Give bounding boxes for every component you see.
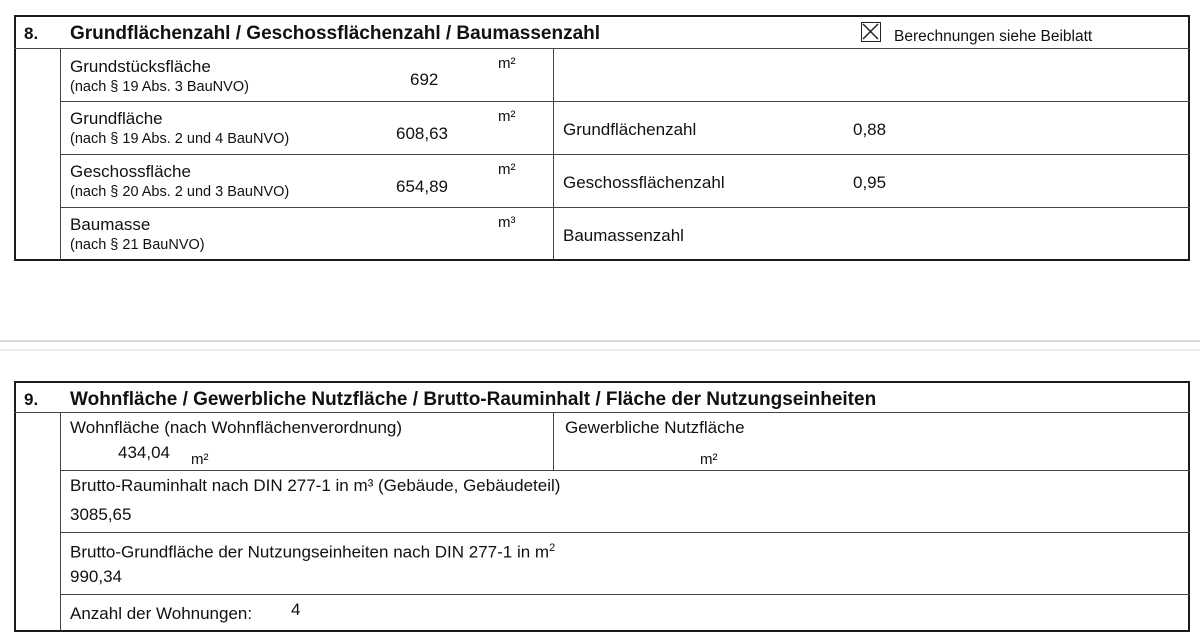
geschossflaeche-value: 654,89: [396, 177, 448, 196]
checkbox-x-icon: [862, 23, 879, 40]
wohnflaeche-unit: m²: [191, 451, 209, 468]
brutto-rauminhalt-label: Brutto-Rauminhalt nach DIN 277-1 in m³ (Gebäude, Gebäudeteil): [70, 476, 561, 495]
geschossflaeche-unit: m²: [498, 161, 516, 178]
grundstuecksflaeche-sub: (nach § 19 Abs. 3 BauNVO): [70, 79, 249, 95]
brutto-rauminhalt-value: 3085,65: [70, 505, 132, 524]
section-9-number: 9.: [24, 390, 39, 409]
baumasse-unit: m³: [498, 214, 516, 231]
section-8-title: Grundflächenzahl / Geschossflächenzahl / Baumassenzahl: [70, 23, 601, 44]
geschossflaeche-label: Geschossfläche: [70, 162, 191, 181]
baumassenzahl-label: Baumassenzahl: [563, 226, 684, 245]
grundstuecksflaeche-value: 692: [410, 70, 439, 89]
geschossflaechenzahl-label: Geschossflächenzahl: [563, 173, 725, 192]
brutto-grundflaeche-value: 990,34: [70, 567, 122, 586]
baumasse-label: Baumasse: [70, 215, 151, 234]
grundflaeche-label: Grundfläche: [70, 109, 163, 128]
baumasse-sub: (nach § 21 BauNVO): [70, 237, 205, 253]
section-8-number: 8.: [24, 24, 39, 43]
grundflaeche-sub: (nach § 19 Abs. 2 und 4 BauNVO): [70, 131, 290, 147]
grundflaeche-unit: m²: [498, 108, 516, 125]
gewerbliche-nutzflaeche-label: Gewerbliche Nutzfläche: [565, 418, 745, 437]
grundstuecksflaeche-unit: m²: [498, 55, 516, 72]
wohnflaeche-value: 434,04: [118, 443, 170, 462]
anzahl-wohnungen-value: 4: [291, 600, 301, 619]
row-divider: [60, 101, 1190, 102]
grundflaechenzahl-value: 0,88: [853, 120, 887, 139]
beiblatt-checkbox[interactable]: [861, 22, 881, 42]
section-9-header-divider: [14, 412, 1190, 413]
brutto-grundflaeche-label: [70, 539, 555, 562]
row-divider: [60, 154, 1190, 155]
geschossflaechenzahl-value: 0,95: [853, 173, 887, 192]
row-divider: [60, 594, 1190, 595]
anzahl-wohnungen-label: Anzahl der Wohnungen:: [70, 604, 253, 623]
page-gap-line: [0, 349, 1200, 351]
gewerbliche-nutzflaeche-unit: m²: [700, 451, 718, 468]
grundflaechenzahl-label: Grundflächenzahl: [563, 120, 697, 139]
row-divider: [60, 470, 1190, 471]
section-8-header-divider: [14, 48, 1190, 49]
page-gap-line: [0, 340, 1200, 342]
grundflaeche-value: 608,63: [396, 124, 448, 143]
beiblatt-checkbox-label: Berechnungen siehe Beiblatt: [894, 28, 1093, 45]
row-divider: [60, 207, 1190, 208]
section-9-middle-divider: [553, 412, 554, 470]
brutto-grundflaeche-label-text: Brutto-Grundfläche der Nutzungseinheiten nach DIN 277-1 in m: [70, 542, 550, 562]
section-9-title: Wohnfläche / Gewerbliche Nutzfläche / Brutto-Rauminhalt / Fläche der Nutzungseinheiten: [70, 389, 877, 410]
row-divider: [60, 532, 1190, 533]
geschossflaeche-sub: (nach § 20 Abs. 2 und 3 BauNVO): [70, 184, 290, 200]
brutto-grundflaeche-label-sup: 2: [549, 542, 556, 554]
grundstuecksflaeche-label: Grundstücksfläche: [70, 57, 211, 76]
section-9-left-column-divider: [60, 412, 61, 631]
wohnflaeche-label: Wohnfläche (nach Wohnflächenverordnung): [70, 418, 403, 437]
